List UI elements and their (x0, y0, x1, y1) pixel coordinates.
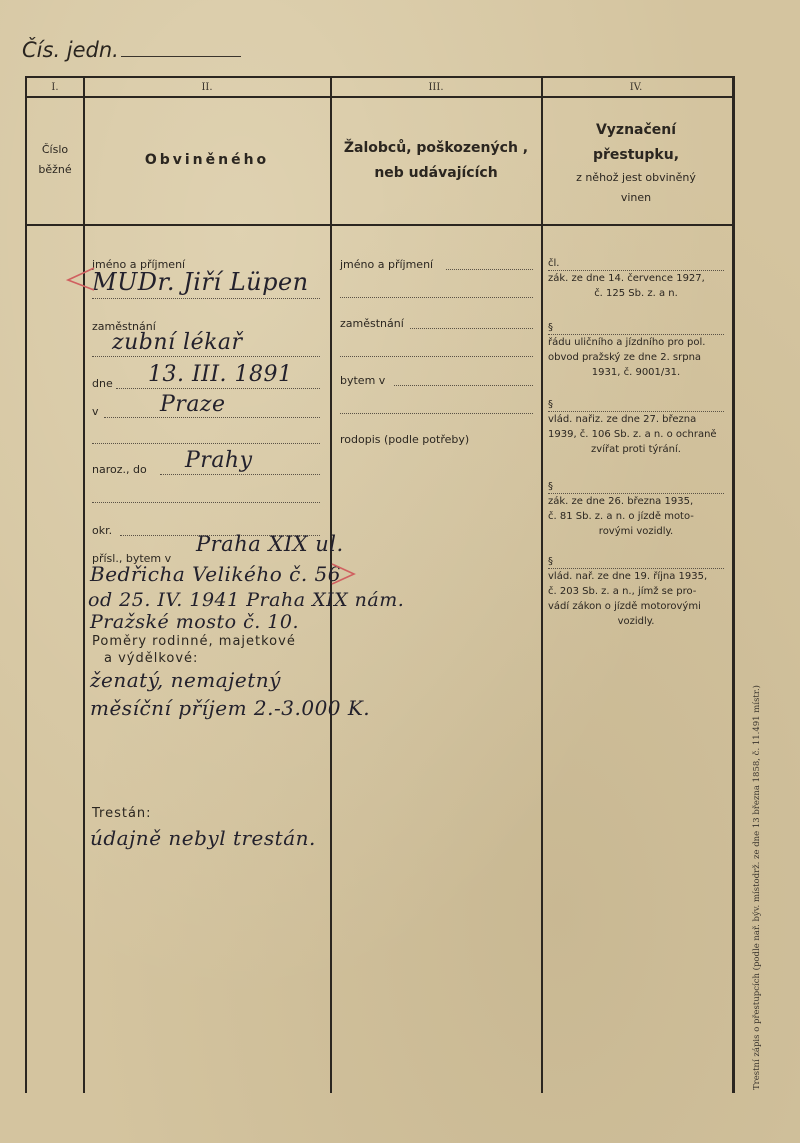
offence-text-line: č. 203 Sb. z. a n., jímž se pro- (548, 586, 697, 597)
column-4-title (542, 118, 730, 208)
complainant-name-line-2 (340, 297, 533, 298)
offence-text-line: zák. ze dne 14. července 1927, (548, 273, 705, 284)
accused-residence-value-2: Bedřicha Velikého č. 56 (90, 562, 341, 586)
complainant-occupation-line-2 (340, 356, 533, 357)
accused-family-value-1: ženatý, nemajetný (90, 668, 281, 692)
offence-text-line: 1931, č. 9001/31. (591, 367, 681, 378)
col4-subtitle-line2: vinen (620, 191, 652, 204)
accused-occupation-line (92, 356, 320, 357)
accused-occupation-label: zaměstnání (92, 320, 156, 333)
accused-extra-line-2 (92, 502, 320, 503)
offence-text-line: zák. ze dne 26. března 1935, (548, 496, 694, 507)
red-check-mark-icon (66, 266, 96, 292)
header-bottom-line (27, 224, 732, 226)
accused-convicted-value: údajně nebyl trestán. (90, 826, 316, 850)
accused-residence-value-4: Pražské mosto č. 10. (90, 611, 300, 633)
reference-number-line (121, 56, 241, 57)
complainant-residence-line-2 (340, 413, 533, 414)
column-2-title: Obviněného (144, 152, 270, 168)
col1-title-line2: běžné (38, 163, 72, 176)
accused-family-label-2: a výdělkové: (104, 651, 199, 666)
column-3-title (331, 136, 541, 186)
accused-born-value: Prahy (185, 448, 253, 473)
accused-place-label: v (92, 405, 99, 418)
column-divider-1 (83, 78, 85, 1093)
accused-date-line (116, 388, 320, 389)
accused-name-value: MUDr. Jiří Lüpen (92, 268, 309, 296)
accused-convicted-label: Trestán: (92, 806, 152, 821)
reference-number-label (22, 38, 241, 62)
complainant-residence-line (394, 385, 533, 386)
column-number-3: III. (428, 82, 444, 93)
column-number-2: II. (201, 82, 213, 93)
complainant-bio-label: rodopis (podle potřeby) (340, 433, 470, 446)
offence-section-sign: § (548, 399, 724, 412)
accused-extra-line (92, 443, 320, 444)
column-number-1: I. (51, 82, 59, 93)
col3-title-line2: neb udávajících (374, 165, 498, 181)
offence-text-line: vádí zákon o jízdě motorovými (548, 601, 701, 612)
accused-district-label: okr. (92, 524, 113, 537)
column-number-row-line (27, 96, 732, 98)
column-number-4: IV. (629, 82, 643, 93)
offence-text-line: vlád. nařiz. ze dne 27. března (548, 414, 697, 425)
offence-section-sign: § (548, 481, 724, 494)
accused-date-label: dne (92, 377, 113, 390)
offence-text-line: 1939, č. 106 Sb. z. a n. o ochraně (548, 429, 717, 440)
offence-text-line: zvířat proti týrání. (591, 444, 681, 455)
accused-family-value-2: měsíční příjem 2.-3.000 K. (90, 696, 371, 720)
accused-residence-label: přísl., bytem v (92, 552, 172, 565)
complainant-name-label: jméno a příjmení (340, 258, 434, 271)
reference-label-text: Čís. jedn. (22, 38, 119, 62)
offence-text-line: obvod pražský ze dne 2. srpna (548, 352, 702, 363)
side-note: Trestní zápis o přestupcích (podle nař. býv. místodrž. ze dne 13 března 1858, č. 11.491 místr.) (752, 685, 762, 1090)
column-divider-3 (541, 78, 543, 1093)
accused-occupation-value: zubní lékař (112, 330, 243, 355)
red-arrow-mark-icon (330, 562, 356, 586)
offence-section-sign: § (548, 556, 724, 569)
col4-title-line1: Vyznačení (595, 122, 677, 138)
col3-title-line1: Žalobců, poškozených , (343, 140, 529, 156)
col4-title-line2: přestupku, (592, 147, 680, 163)
accused-born-label: naroz., do (92, 463, 147, 476)
accused-family-label: Poměry rodinné, majetkové (92, 634, 296, 649)
offence-text-line: vozidly. (617, 616, 655, 627)
complainant-residence-label: bytem v (340, 374, 386, 387)
offence-text-line: č. 81 Sb. z. a n. o jízdě moto- (548, 511, 694, 522)
offence-text-line: řádu uličního a jízdního pro pol. (548, 337, 706, 348)
accused-place-line (104, 417, 320, 418)
accused-born-line (160, 474, 320, 475)
offence-entry (548, 258, 724, 301)
col4-subtitle-line1: z něhož jest obviněný (576, 171, 696, 184)
offence-section-sign: § (548, 322, 724, 335)
column-1-title (27, 140, 83, 180)
offence-entry (548, 399, 724, 457)
complainant-occupation-line (410, 328, 533, 329)
offence-entry (548, 556, 724, 629)
accused-residence-value-3: od 25. IV. 1941 Praha XIX nám. (88, 589, 405, 611)
offence-entry (548, 322, 724, 380)
accused-place-value: Praze (160, 392, 226, 417)
accused-name-line (92, 298, 320, 299)
offence-entry (548, 481, 724, 539)
accused-date-value: 13. III. 1891 (148, 362, 293, 387)
offence-text-line: č. 125 Sb. z. a n. (594, 288, 678, 299)
complainant-occupation-label: zaměstnání (340, 317, 404, 330)
col1-title-line1: Číslo (41, 143, 69, 156)
accused-name-label: jméno a příjmení (92, 258, 186, 271)
offence-text-line: vlád. nař. ze dne 19. října 1935, (548, 571, 708, 582)
accused-residence-value-1: Praha XIX ul. (196, 532, 344, 556)
offence-section-sign: čl. (548, 258, 724, 271)
offence-text-line: rovými vozidly. (598, 526, 674, 537)
complainant-name-line (446, 269, 533, 270)
